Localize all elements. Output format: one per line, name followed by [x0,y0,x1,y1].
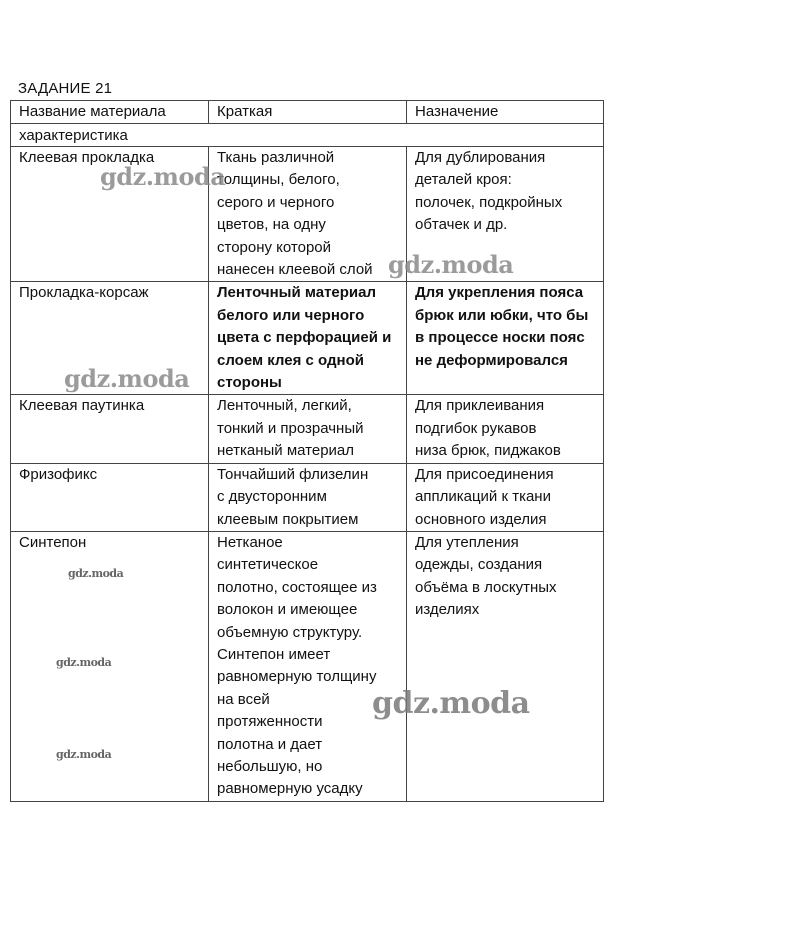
material-purpose: Для присоединения аппликаций к ткани основного изделия [415,465,554,528]
watermark: gdz.moda [64,364,190,393]
material-name: Синтепон [19,533,87,551]
material-description: Ткань различной толщины, белого, серого и черного цветов, на одну сторону которой нанесен клеевой слой [217,149,373,279]
header-short-description: Краткая [209,101,407,124]
material-name-cell [11,395,209,463]
material-description-cell [209,463,407,531]
header-description-continuation [11,124,604,147]
material-description-cell [209,147,407,282]
task-title: ЗАДАНИЕ 21 [18,80,113,97]
table-row [11,147,604,282]
watermark: gdz.moda [100,162,226,191]
material-description: Тончайший флизелин с двусторонним клеевым покрытием [217,465,369,528]
material-name: Клеевая паутинка [19,397,145,415]
material-description-cell [209,531,407,801]
watermark: gdz.moda [388,250,514,279]
material-description-cell [209,395,407,463]
material-purpose-cell [407,147,604,282]
material-purpose: Для дублирования деталей кроя: полочек, подкройных обтачек и др. [415,149,563,234]
material-purpose: Для укрепления пояса брюк или юбки, что бы в процессе носки пояс не деформировался [415,284,589,369]
material-purpose-cell [407,395,604,463]
table-row [11,282,604,395]
header-description-continuation-text: характеристика [19,127,128,144]
material-name-cell [11,282,209,395]
material-name-cell [11,147,209,282]
header-row [11,101,604,124]
material-description: Ленточный материал белого или черного цвета с перфорацией и слоем клея с одной стороны [217,284,392,392]
material-description: Нетканое синтетическое полотно, состоящее из волокон и имеющее объемную структуру. Синтепон имеет равномерную толщину на всей протяженности полотна и дает небольшую, но равномерную усадку [217,533,377,798]
material-description-cell [209,282,407,395]
watermark: gdz.moda [56,656,112,669]
header-purpose: Назначение [407,101,604,124]
material-purpose: Для приклеивания подгибок рукавов низа брюк, пиджаков [415,397,561,460]
material-name: Клеевая прокладка [19,149,155,166]
watermark: gdz.moda [68,567,124,580]
table-row [11,395,604,463]
materials-table [10,100,604,802]
material-purpose: Для утепления одежды, создания объёма в лоскутных изделиях [415,533,557,619]
table-row [11,531,604,801]
material-name: Фризофикс [19,465,98,483]
watermark: gdz.moda [56,748,112,761]
material-name-cell [11,463,209,531]
material-name: Прокладка-корсаж [19,284,149,302]
table-row [11,463,604,531]
watermark: gdz.moda [372,686,530,721]
material-description: Ленточный, легкий, тонкий и прозрачный нетканый материал [217,397,364,460]
header-row-continuation [11,124,604,147]
material-purpose-cell [407,463,604,531]
header-material-name: Название материала [11,101,209,124]
material-name-cell [11,531,209,801]
material-purpose-cell [407,282,604,395]
material-purpose-cell [407,531,604,801]
